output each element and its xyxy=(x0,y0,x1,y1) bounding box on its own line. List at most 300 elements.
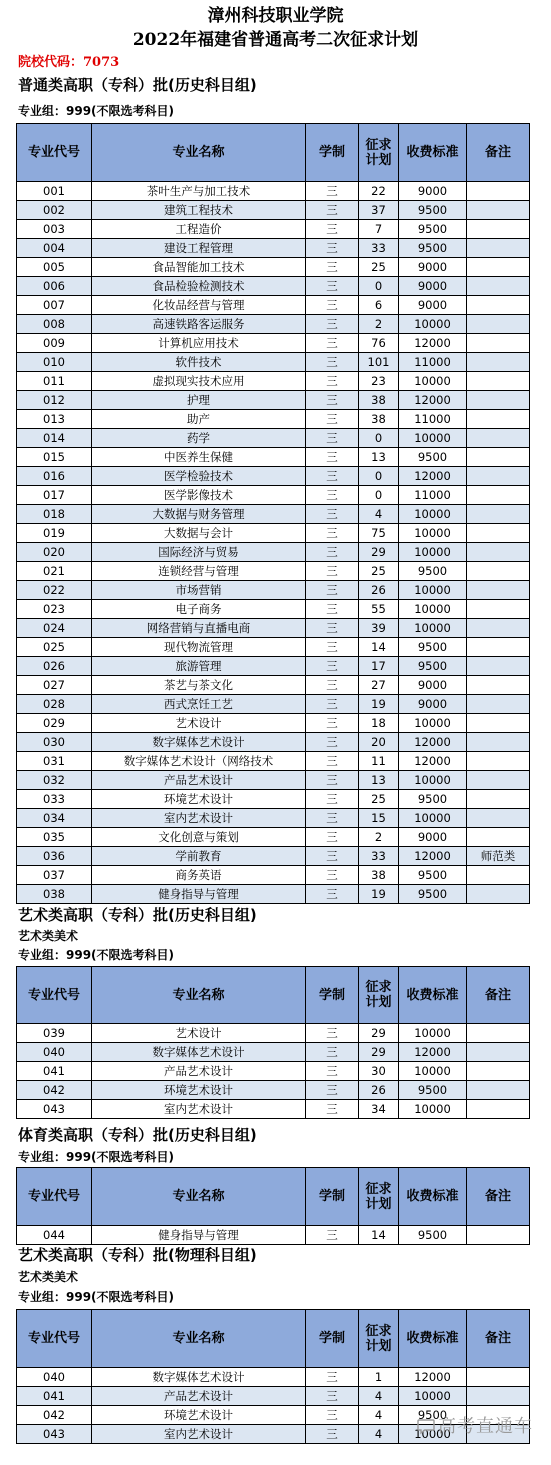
col-quota: 39 xyxy=(359,619,399,638)
col-duration: 三 xyxy=(306,239,359,258)
col-remark xyxy=(467,885,530,904)
col-quota: 18 xyxy=(359,714,399,733)
col-duration: 三 xyxy=(306,372,359,391)
col-duration: 三 xyxy=(306,410,359,429)
col-duration: 三 xyxy=(306,695,359,714)
col-fee: 9500 xyxy=(399,201,467,220)
col-remark xyxy=(467,220,530,239)
col-major: 环境艺术设计 xyxy=(92,1406,306,1425)
col-quota: 30 xyxy=(359,1062,399,1081)
column-header-major: 专业名称 xyxy=(92,967,306,1024)
col-remark xyxy=(467,277,530,296)
col-major: 产品艺术设计 xyxy=(92,771,306,790)
col-quota: 6 xyxy=(359,296,399,315)
col-fee: 9500 xyxy=(399,1406,467,1425)
col-remark xyxy=(467,1368,530,1387)
table-row xyxy=(17,277,530,296)
col-fee: 12000 xyxy=(399,733,467,752)
section-group-label: 专业组：999(不限选考科目) xyxy=(18,1290,175,1304)
col-code: 003 xyxy=(17,220,92,239)
col-remark xyxy=(467,676,530,695)
col-major: 文化创意与策划 xyxy=(92,828,306,847)
col-duration: 三 xyxy=(306,562,359,581)
table-row xyxy=(17,1062,530,1081)
col-major: 艺术设计 xyxy=(92,1024,306,1043)
column-header-quota: 征求计划 xyxy=(359,124,399,182)
table-row xyxy=(17,239,530,258)
col-duration: 三 xyxy=(306,1024,359,1043)
col-fee: 12000 xyxy=(399,1368,467,1387)
col-remark xyxy=(467,866,530,885)
col-fee: 10000 xyxy=(399,771,467,790)
col-duration: 三 xyxy=(306,657,359,676)
col-fee: 10000 xyxy=(399,524,467,543)
col-remark xyxy=(467,657,530,676)
col-fee: 12000 xyxy=(399,847,467,866)
table-row xyxy=(17,752,530,771)
col-duration: 三 xyxy=(306,429,359,448)
table-row xyxy=(17,790,530,809)
col-quota: 38 xyxy=(359,391,399,410)
col-remark xyxy=(467,182,530,201)
col-remark xyxy=(467,486,530,505)
col-major: 数字媒体艺术设计 xyxy=(92,733,306,752)
col-duration: 三 xyxy=(306,201,359,220)
col-major: 软件技术 xyxy=(92,353,306,372)
col-fee: 10000 xyxy=(399,429,467,448)
col-duration: 三 xyxy=(306,1100,359,1119)
col-duration: 三 xyxy=(306,790,359,809)
col-duration: 三 xyxy=(306,809,359,828)
col-quota: 26 xyxy=(359,581,399,600)
col-remark xyxy=(467,239,530,258)
col-fee: 11000 xyxy=(399,353,467,372)
col-duration: 三 xyxy=(306,505,359,524)
col-quota: 55 xyxy=(359,600,399,619)
table-row xyxy=(17,201,530,220)
col-major: 室内艺术设计 xyxy=(92,809,306,828)
col-duration: 三 xyxy=(306,524,359,543)
section-batch-title: 体育类高职（专科）批(历史科目组) xyxy=(18,1126,257,1144)
col-remark xyxy=(467,619,530,638)
col-duration: 三 xyxy=(306,315,359,334)
col-major: 国际经济与贸易 xyxy=(92,543,306,562)
table-row xyxy=(17,429,530,448)
column-header-remark: 备注 xyxy=(467,1168,530,1226)
col-quota: 4 xyxy=(359,1387,399,1406)
col-major: 食品检验检测技术 xyxy=(92,277,306,296)
table-row xyxy=(17,334,530,353)
col-remark xyxy=(467,296,530,315)
col-major: 化妆品经营与管理 xyxy=(92,296,306,315)
col-quota: 25 xyxy=(359,258,399,277)
column-header-major: 专业名称 xyxy=(92,1168,306,1226)
column-header-duration: 学制 xyxy=(306,124,359,182)
col-quota: 19 xyxy=(359,695,399,714)
col-major: 室内艺术设计 xyxy=(92,1425,306,1444)
watermark xyxy=(417,1412,533,1438)
column-header-fee: 收费标准 xyxy=(399,124,467,182)
col-quota: 0 xyxy=(359,429,399,448)
col-code: 035 xyxy=(17,828,92,847)
col-major: 环境艺术设计 xyxy=(92,1081,306,1100)
col-duration: 三 xyxy=(306,448,359,467)
col-code: 025 xyxy=(17,638,92,657)
col-code: 010 xyxy=(17,353,92,372)
column-header-fee: 收费标准 xyxy=(399,967,467,1024)
col-code: 033 xyxy=(17,790,92,809)
plan-table xyxy=(16,966,530,1119)
section-group-label: 专业组：999(不限选考科目) xyxy=(18,948,175,962)
col-duration: 三 xyxy=(306,733,359,752)
col-duration: 三 xyxy=(306,581,359,600)
col-remark xyxy=(467,201,530,220)
table-row xyxy=(17,315,530,334)
col-major: 茶艺与茶文化 xyxy=(92,676,306,695)
col-remark xyxy=(467,1100,530,1119)
col-code: 044 xyxy=(17,1226,92,1245)
table-row xyxy=(17,1024,530,1043)
col-code: 038 xyxy=(17,885,92,904)
col-code: 015 xyxy=(17,448,92,467)
col-duration: 三 xyxy=(306,1368,359,1387)
column-header-remark: 备注 xyxy=(467,967,530,1024)
col-quota: 7 xyxy=(359,220,399,239)
col-duration: 三 xyxy=(306,1226,359,1245)
col-fee: 9500 xyxy=(399,638,467,657)
table-row xyxy=(17,1043,530,1062)
table-row xyxy=(17,182,530,201)
col-quota: 2 xyxy=(359,315,399,334)
col-major: 计算机应用技术 xyxy=(92,334,306,353)
col-fee: 11000 xyxy=(399,486,467,505)
col-major: 艺术设计 xyxy=(92,714,306,733)
col-fee: 9000 xyxy=(399,296,467,315)
col-remark xyxy=(467,1226,530,1245)
col-remark xyxy=(467,771,530,790)
col-fee: 10000 xyxy=(399,505,467,524)
col-duration: 三 xyxy=(306,1043,359,1062)
plan-table xyxy=(16,123,530,904)
col-duration: 三 xyxy=(306,1081,359,1100)
table-row xyxy=(17,619,530,638)
column-header-duration: 学制 xyxy=(306,967,359,1024)
section-group-label: 专业组：999(不限选考科目) xyxy=(18,1150,175,1164)
col-quota: 22 xyxy=(359,182,399,201)
col-fee: 10000 xyxy=(399,1387,467,1406)
table-row xyxy=(17,543,530,562)
col-fee: 9000 xyxy=(399,828,467,847)
col-quota: 23 xyxy=(359,372,399,391)
col-fee: 10000 xyxy=(399,809,467,828)
table-header-row xyxy=(17,124,530,182)
col-remark xyxy=(467,638,530,657)
col-code: 002 xyxy=(17,201,92,220)
col-quota: 25 xyxy=(359,790,399,809)
table-row xyxy=(17,296,530,315)
col-remark xyxy=(467,809,530,828)
col-major: 数字媒体艺术设计（网络技术 xyxy=(92,752,306,771)
col-code: 022 xyxy=(17,581,92,600)
col-duration: 三 xyxy=(306,277,359,296)
col-quota: 37 xyxy=(359,201,399,220)
col-quota: 14 xyxy=(359,638,399,657)
column-header-fee: 收费标准 xyxy=(399,1168,467,1226)
col-remark xyxy=(467,562,530,581)
table-row xyxy=(17,1368,530,1387)
col-quota: 1 xyxy=(359,1368,399,1387)
table-row xyxy=(17,505,530,524)
col-quota: 26 xyxy=(359,1081,399,1100)
col-major: 建筑工程技术 xyxy=(92,201,306,220)
table-row xyxy=(17,733,530,752)
col-fee: 12000 xyxy=(399,467,467,486)
col-duration: 三 xyxy=(306,714,359,733)
table-row xyxy=(17,220,530,239)
col-major: 中医养生保健 xyxy=(92,448,306,467)
col-remark xyxy=(467,714,530,733)
col-remark xyxy=(467,828,530,847)
col-fee: 9500 xyxy=(399,790,467,809)
column-header-code: 专业代号 xyxy=(17,1310,92,1368)
section-batch-title: 普通类高职（专科）批(历史科目组) xyxy=(18,76,257,94)
col-fee: 10000 xyxy=(399,1425,467,1444)
col-fee: 9500 xyxy=(399,562,467,581)
col-fee: 9500 xyxy=(399,885,467,904)
col-code: 005 xyxy=(17,258,92,277)
table-row xyxy=(17,657,530,676)
col-fee: 9000 xyxy=(399,676,467,695)
col-fee: 9500 xyxy=(399,1081,467,1100)
table-row xyxy=(17,410,530,429)
col-remark xyxy=(467,334,530,353)
table-row xyxy=(17,1081,530,1100)
column-header-duration: 学制 xyxy=(306,1310,359,1368)
col-major: 建设工程管理 xyxy=(92,239,306,258)
col-remark xyxy=(467,505,530,524)
col-quota: 17 xyxy=(359,657,399,676)
col-fee: 10000 xyxy=(399,1024,467,1043)
col-quota: 20 xyxy=(359,733,399,752)
table-row xyxy=(17,866,530,885)
col-duration: 三 xyxy=(306,182,359,201)
col-remark xyxy=(467,429,530,448)
col-major: 数字媒体艺术设计 xyxy=(92,1368,306,1387)
table-row xyxy=(17,828,530,847)
col-remark xyxy=(467,790,530,809)
col-remark xyxy=(467,695,530,714)
col-remark xyxy=(467,467,530,486)
col-code: 030 xyxy=(17,733,92,752)
col-major: 大数据与会计 xyxy=(92,524,306,543)
col-code: 021 xyxy=(17,562,92,581)
col-major: 虚拟现实技术应用 xyxy=(92,372,306,391)
table-row xyxy=(17,1387,530,1406)
col-remark xyxy=(467,752,530,771)
table-row xyxy=(17,353,530,372)
col-fee: 10000 xyxy=(399,1100,467,1119)
col-code: 018 xyxy=(17,505,92,524)
col-fee: 9500 xyxy=(399,239,467,258)
col-duration: 三 xyxy=(306,467,359,486)
column-header-quota: 征求计划 xyxy=(359,1310,399,1368)
col-quota: 29 xyxy=(359,1043,399,1062)
col-major: 医学检验技术 xyxy=(92,467,306,486)
section-batch-title: 艺术类高职（专科）批(历史科目组) xyxy=(18,906,257,924)
col-fee: 10000 xyxy=(399,372,467,391)
col-duration: 三 xyxy=(306,220,359,239)
col-major: 产品艺术设计 xyxy=(92,1387,306,1406)
col-duration: 三 xyxy=(306,296,359,315)
col-code: 037 xyxy=(17,866,92,885)
col-fee: 9000 xyxy=(399,182,467,201)
col-major: 连锁经营与管理 xyxy=(92,562,306,581)
col-code: 009 xyxy=(17,334,92,353)
col-fee: 10000 xyxy=(399,581,467,600)
column-header-fee: 收费标准 xyxy=(399,1310,467,1368)
column-header-remark: 备注 xyxy=(467,1310,530,1368)
col-remark xyxy=(467,733,530,752)
col-remark xyxy=(467,353,530,372)
col-quota: 0 xyxy=(359,277,399,296)
table-row xyxy=(17,600,530,619)
col-code: 023 xyxy=(17,600,92,619)
col-code: 043 xyxy=(17,1425,92,1444)
col-remark xyxy=(467,258,530,277)
col-code: 043 xyxy=(17,1100,92,1119)
table-row xyxy=(17,676,530,695)
col-quota: 4 xyxy=(359,1425,399,1444)
col-duration: 三 xyxy=(306,486,359,505)
col-quota: 13 xyxy=(359,448,399,467)
col-major: 西式烹饪工艺 xyxy=(92,695,306,714)
col-code: 034 xyxy=(17,809,92,828)
col-quota: 33 xyxy=(359,847,399,866)
col-duration: 三 xyxy=(306,1387,359,1406)
col-quota: 33 xyxy=(359,239,399,258)
col-duration: 三 xyxy=(306,600,359,619)
column-header-code: 专业代号 xyxy=(17,967,92,1024)
col-code: 013 xyxy=(17,410,92,429)
col-remark xyxy=(467,410,530,429)
chat-bubble-icon xyxy=(417,1417,435,1435)
table-row xyxy=(17,581,530,600)
col-code: 029 xyxy=(17,714,92,733)
col-code: 008 xyxy=(17,315,92,334)
col-duration: 三 xyxy=(306,771,359,790)
col-major: 现代物流管理 xyxy=(92,638,306,657)
col-duration: 三 xyxy=(306,752,359,771)
col-code: 039 xyxy=(17,1024,92,1043)
col-remark xyxy=(467,524,530,543)
col-major: 助产 xyxy=(92,410,306,429)
col-quota: 101 xyxy=(359,353,399,372)
col-code: 041 xyxy=(17,1387,92,1406)
section-category-label: 艺术类美术 xyxy=(18,929,79,943)
col-fee: 12000 xyxy=(399,752,467,771)
col-code: 006 xyxy=(17,277,92,296)
col-code: 001 xyxy=(17,182,92,201)
col-remark xyxy=(467,1081,530,1100)
col-quota: 2 xyxy=(359,828,399,847)
column-header-quota: 征求计划 xyxy=(359,1168,399,1226)
table-row xyxy=(17,467,530,486)
col-fee: 9000 xyxy=(399,695,467,714)
col-duration: 三 xyxy=(306,353,359,372)
col-code: 020 xyxy=(17,543,92,562)
col-code: 032 xyxy=(17,771,92,790)
col-major: 医学影像技术 xyxy=(92,486,306,505)
col-code: 014 xyxy=(17,429,92,448)
col-quota: 11 xyxy=(359,752,399,771)
col-fee: 9500 xyxy=(399,657,467,676)
col-major: 电子商务 xyxy=(92,600,306,619)
table-row xyxy=(17,847,530,866)
table-header-row xyxy=(17,1168,530,1226)
col-remark xyxy=(467,1062,530,1081)
col-code: 027 xyxy=(17,676,92,695)
col-quota: 0 xyxy=(359,467,399,486)
column-header-code: 专业代号 xyxy=(17,1168,92,1226)
col-quota: 4 xyxy=(359,1406,399,1425)
col-major: 数字媒体艺术设计 xyxy=(92,1043,306,1062)
col-code: 012 xyxy=(17,391,92,410)
col-quota: 38 xyxy=(359,410,399,429)
col-fee: 12000 xyxy=(399,391,467,410)
col-major: 工程造价 xyxy=(92,220,306,239)
col-remark xyxy=(467,1387,530,1406)
col-duration: 三 xyxy=(306,1062,359,1081)
col-quota: 29 xyxy=(359,1024,399,1043)
col-fee: 10000 xyxy=(399,600,467,619)
section-category-label: 艺术类美术 xyxy=(18,1270,79,1284)
col-quota: 34 xyxy=(359,1100,399,1119)
col-code: 036 xyxy=(17,847,92,866)
column-header-major: 专业名称 xyxy=(92,1310,306,1368)
col-major: 健身指导与管理 xyxy=(92,885,306,904)
table-row xyxy=(17,771,530,790)
col-quota: 4 xyxy=(359,505,399,524)
col-fee: 9000 xyxy=(399,258,467,277)
col-duration: 三 xyxy=(306,334,359,353)
col-remark xyxy=(467,372,530,391)
column-header-quota: 征求计划 xyxy=(359,967,399,1024)
section-group-label: 专业组：999(不限选考科目) xyxy=(18,104,175,118)
col-quota: 29 xyxy=(359,543,399,562)
col-code: 016 xyxy=(17,467,92,486)
table-row xyxy=(17,695,530,714)
col-duration: 三 xyxy=(306,866,359,885)
col-major: 网络营销与直播电商 xyxy=(92,619,306,638)
table-row xyxy=(17,714,530,733)
col-remark xyxy=(467,600,530,619)
col-remark xyxy=(467,448,530,467)
col-duration: 三 xyxy=(306,619,359,638)
col-major: 旅游管理 xyxy=(92,657,306,676)
col-code: 042 xyxy=(17,1081,92,1100)
col-major: 产品艺术设计 xyxy=(92,1062,306,1081)
col-code: 040 xyxy=(17,1043,92,1062)
col-major: 学前教育 xyxy=(92,847,306,866)
col-remark xyxy=(467,581,530,600)
table-header-row xyxy=(17,967,530,1024)
col-code: 004 xyxy=(17,239,92,258)
col-code: 024 xyxy=(17,619,92,638)
watermark-text: 高考直通车 xyxy=(438,1416,533,1437)
table-row xyxy=(17,524,530,543)
school-code: 院校代码：7073 xyxy=(18,55,120,70)
col-code: 042 xyxy=(17,1406,92,1425)
